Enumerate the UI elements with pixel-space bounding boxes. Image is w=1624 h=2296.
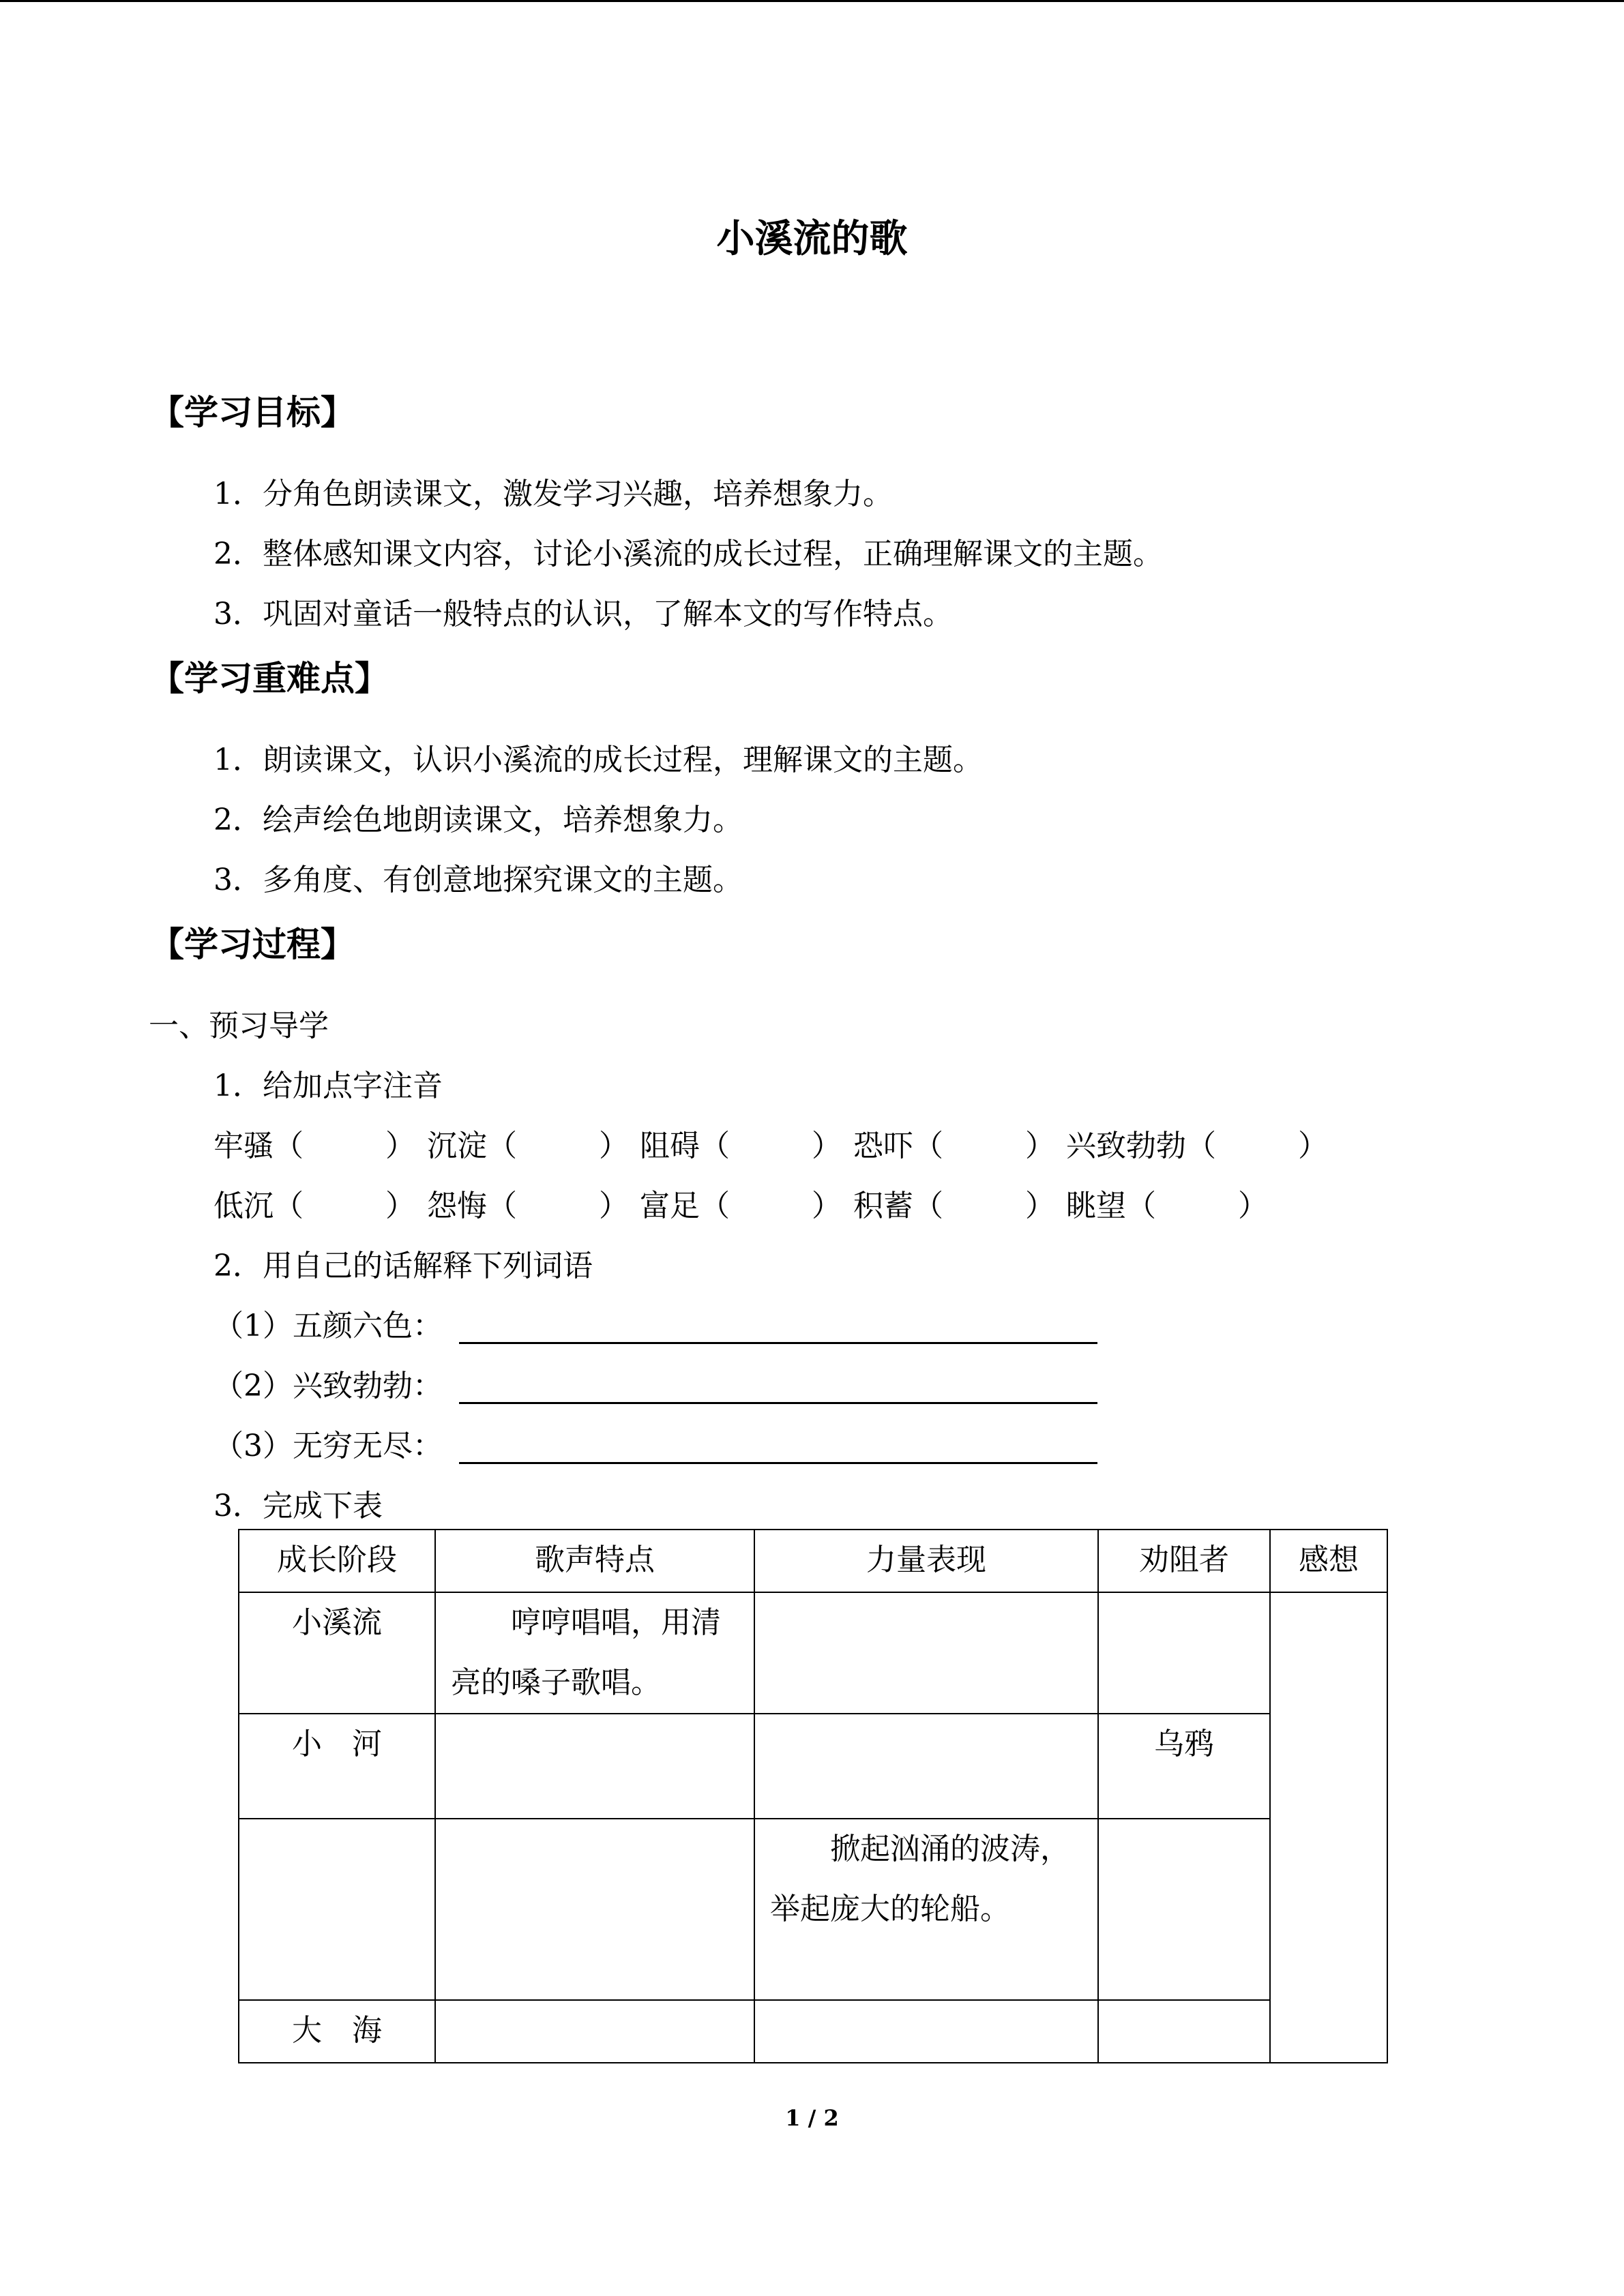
key-point-item: 3．多角度、有创意地探究课文的主题。 [213,863,743,897]
pinyin-word: 富足（ [640,1189,730,1223]
definition-term: （3）无穷无尽： [213,1429,443,1463]
answer-line[interactable] [459,1342,1097,1344]
header-dissuader: 劝阻者 [1098,1530,1270,1592]
pinyin-row-2 [1066,1191,1268,1221]
pinyin-word: 积蓄（ [853,1189,943,1223]
question-2-label: 2．用自己的话解释下列词语 [213,1249,593,1283]
key-point-item: 2．绘声绘色地朗读课文，培养想象力。 [213,803,743,837]
table-row [239,1714,1387,1819]
question-3-label: 3．完成下表 [213,1489,383,1523]
pinyin-word: 牢骚（ [213,1129,304,1163]
pinyin-paren: ） [1238,1189,1268,1223]
pinyin-row-1 [1066,1131,1328,1161]
section-preview-heading: 一、预习导学 [149,1009,329,1043]
key-points-heading: 【学习重难点】 [150,658,389,698]
pinyin-paren: ） [599,1189,629,1223]
pinyin-paren: ） [1025,1129,1055,1163]
cell-song[interactable] [435,2000,754,2063]
pinyin-word: 兴致勃勃（ [1066,1129,1216,1163]
table-header-row [239,1530,1387,1592]
cell-power[interactable] [754,1592,1098,1714]
pinyin-paren: ） [385,1129,415,1163]
definition-term: （2）兴致勃勃： [213,1369,443,1403]
cell-thoughts[interactable] [1270,1592,1387,2063]
cell-stage: 大 海 [239,2000,435,2063]
cell-dissuader[interactable] [1098,1592,1270,1714]
pinyin-row-1 [853,1131,1055,1161]
pinyin-row-1 [640,1131,842,1161]
cell-stage: 小 河 [239,1714,435,1819]
answer-line[interactable] [459,1402,1097,1404]
cell-power: 掀起汹涌的波涛，举起庞大的轮船。 [754,1819,1098,2000]
pinyin-row-1 [213,1131,415,1161]
top-border [0,0,1624,2]
question-1-label: 1．给加点字注音 [213,1069,443,1103]
pinyin-row-2 [427,1191,629,1221]
pinyin-paren: ） [1025,1189,1055,1223]
objectives-heading: 【学习目标】 [150,392,355,432]
process-heading: 【学习过程】 [150,924,355,964]
objective-item: 1．分角色朗读课文，激发学习兴趣，培养想象力。 [213,477,893,511]
pinyin-row-1 [427,1131,629,1161]
pinyin-word: 阻碍（ [640,1129,730,1163]
cell-song: 哼哼唱唱，用清亮的嗓子歌唱。 [435,1592,754,1714]
header-thoughts: 感想 [1270,1530,1387,1592]
table-row [239,2000,1387,2063]
objective-item: 2．整体感知课文内容，讨论小溪流的成长过程，正确理解课文的主题。 [213,537,1163,571]
cell-power[interactable] [754,2000,1098,2063]
page-title: 小溪流的歌 [716,216,908,261]
pinyin-row-2 [853,1191,1055,1221]
table-row [239,1592,1387,1714]
pinyin-word: 怨悔（ [427,1189,517,1223]
key-point-item: 1．朗读课文，认识小溪流的成长过程，理解课文的主题。 [213,743,983,777]
page-number: 1 / 2 [785,2105,839,2131]
objective-item: 3．巩固对童话一般特点的认识，了解本文的写作特点。 [213,597,953,631]
pinyin-word: 沉淀（ [427,1129,517,1163]
pinyin-row-2 [213,1191,415,1221]
cell-stage: 小溪流 [239,1592,435,1714]
cell-song[interactable] [435,1819,754,2000]
table-row [239,1819,1387,2000]
pinyin-word: 眺望（ [1066,1189,1156,1223]
pinyin-word: 恐吓（ [853,1129,943,1163]
pinyin-paren: ） [812,1129,842,1163]
pinyin-paren: ） [385,1189,415,1223]
growth-table [238,1529,1388,2063]
cell-dissuader[interactable] [1098,1819,1270,2000]
pinyin-word: 低沉（ [213,1189,304,1223]
cell-dissuader[interactable] [1098,2000,1270,2063]
pinyin-paren: ） [1298,1129,1328,1163]
pinyin-paren: ） [599,1129,629,1163]
pinyin-row-2 [640,1191,842,1221]
cell-power[interactable] [754,1714,1098,1819]
cell-stage[interactable] [239,1819,435,2000]
pinyin-paren: ） [812,1189,842,1223]
header-song: 歌声特点 [435,1530,754,1592]
definition-term: （1）五颜六色： [213,1309,443,1343]
header-stage: 成长阶段 [239,1530,435,1592]
cell-dissuader: 乌鸦 [1098,1714,1270,1819]
header-power: 力量表现 [754,1530,1098,1592]
answer-line[interactable] [459,1462,1097,1464]
cell-song[interactable] [435,1714,754,1819]
